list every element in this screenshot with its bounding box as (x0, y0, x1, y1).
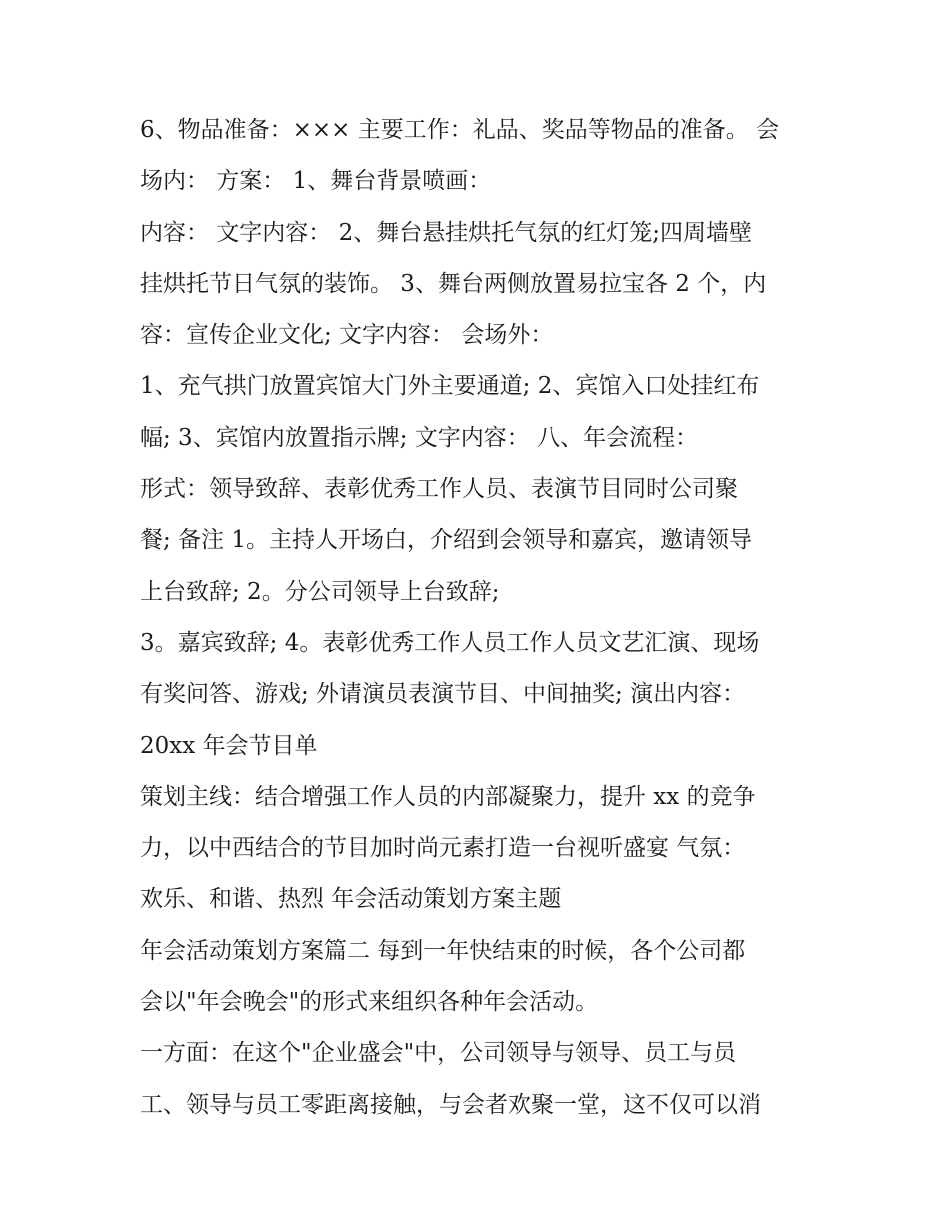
text-line: 年会活动策划方案篇二 每到一年快结束的时候，各个公司都 (140, 937, 746, 964)
document-body (140, 105, 830, 1131)
text-line: 内容： 文字内容： 2、舞台悬挂烘托气氛的红灯笼;四周墙壁 (140, 219, 753, 246)
text-line: 1、充气拱门放置宾馆大门外主要通道; 2、宾馆入口处挂红布 (140, 373, 760, 400)
text-line: 力，以中西结合的节目加时尚元素打造一台视听盛宴 气氛： (140, 835, 746, 862)
text-line: 容：宣传企业文化; 文字内容： 会场外： (140, 322, 554, 349)
text-line: 餐; 备注 1。主持人开场白，介绍到会领导和嘉宾，邀请领导 (140, 527, 753, 554)
text-line: 形式：领导致辞、表彰优秀工作人员、表演节目同时公司聚 (140, 476, 738, 503)
text-line: 上台致辞; 2。分公司领导上台致辞; (140, 578, 500, 605)
text-line: 一方面：在这个"企业盛会"中，公司领导与领导、员工与员 (140, 1040, 737, 1067)
text-line: 场内： 方案： 1、舞台背景喷画： (140, 168, 492, 195)
text-line: 20xx 年会节目单 (140, 732, 318, 759)
text-line: 6、物品准备：××× 主要工作：礼品、奖品等物品的准备。 会 (140, 117, 780, 143)
text-line: 幅; 3、宾馆内放置指示牌; 文字内容： 八、年会流程： (140, 424, 699, 451)
text-line: 欢乐、和谐、热烈 年会活动策划方案主题 (140, 886, 562, 913)
text-line: 策划主线：结合增强工作人员的内部凝聚力，提升 xx 的竞争 (140, 783, 756, 810)
text-line: 3。嘉宾致辞; 4。表彰优秀工作人员工作人员文艺汇演、现场 (140, 629, 760, 656)
text-line: 有奖问答、游戏; 外请演员表演节目、中间抽奖; 演出内容： (140, 681, 746, 708)
text-line: 工、领导与员工零距离接触，与会者欢聚一堂，这不仅可以消 (140, 1091, 761, 1118)
text-line: 挂烘托节日气氛的装饰。 3、舞台两侧放置易拉宝各 2 个，内 (140, 270, 767, 297)
text-line: 会以"年会晚会"的形式来组织各种年会活动。 (140, 989, 599, 1016)
